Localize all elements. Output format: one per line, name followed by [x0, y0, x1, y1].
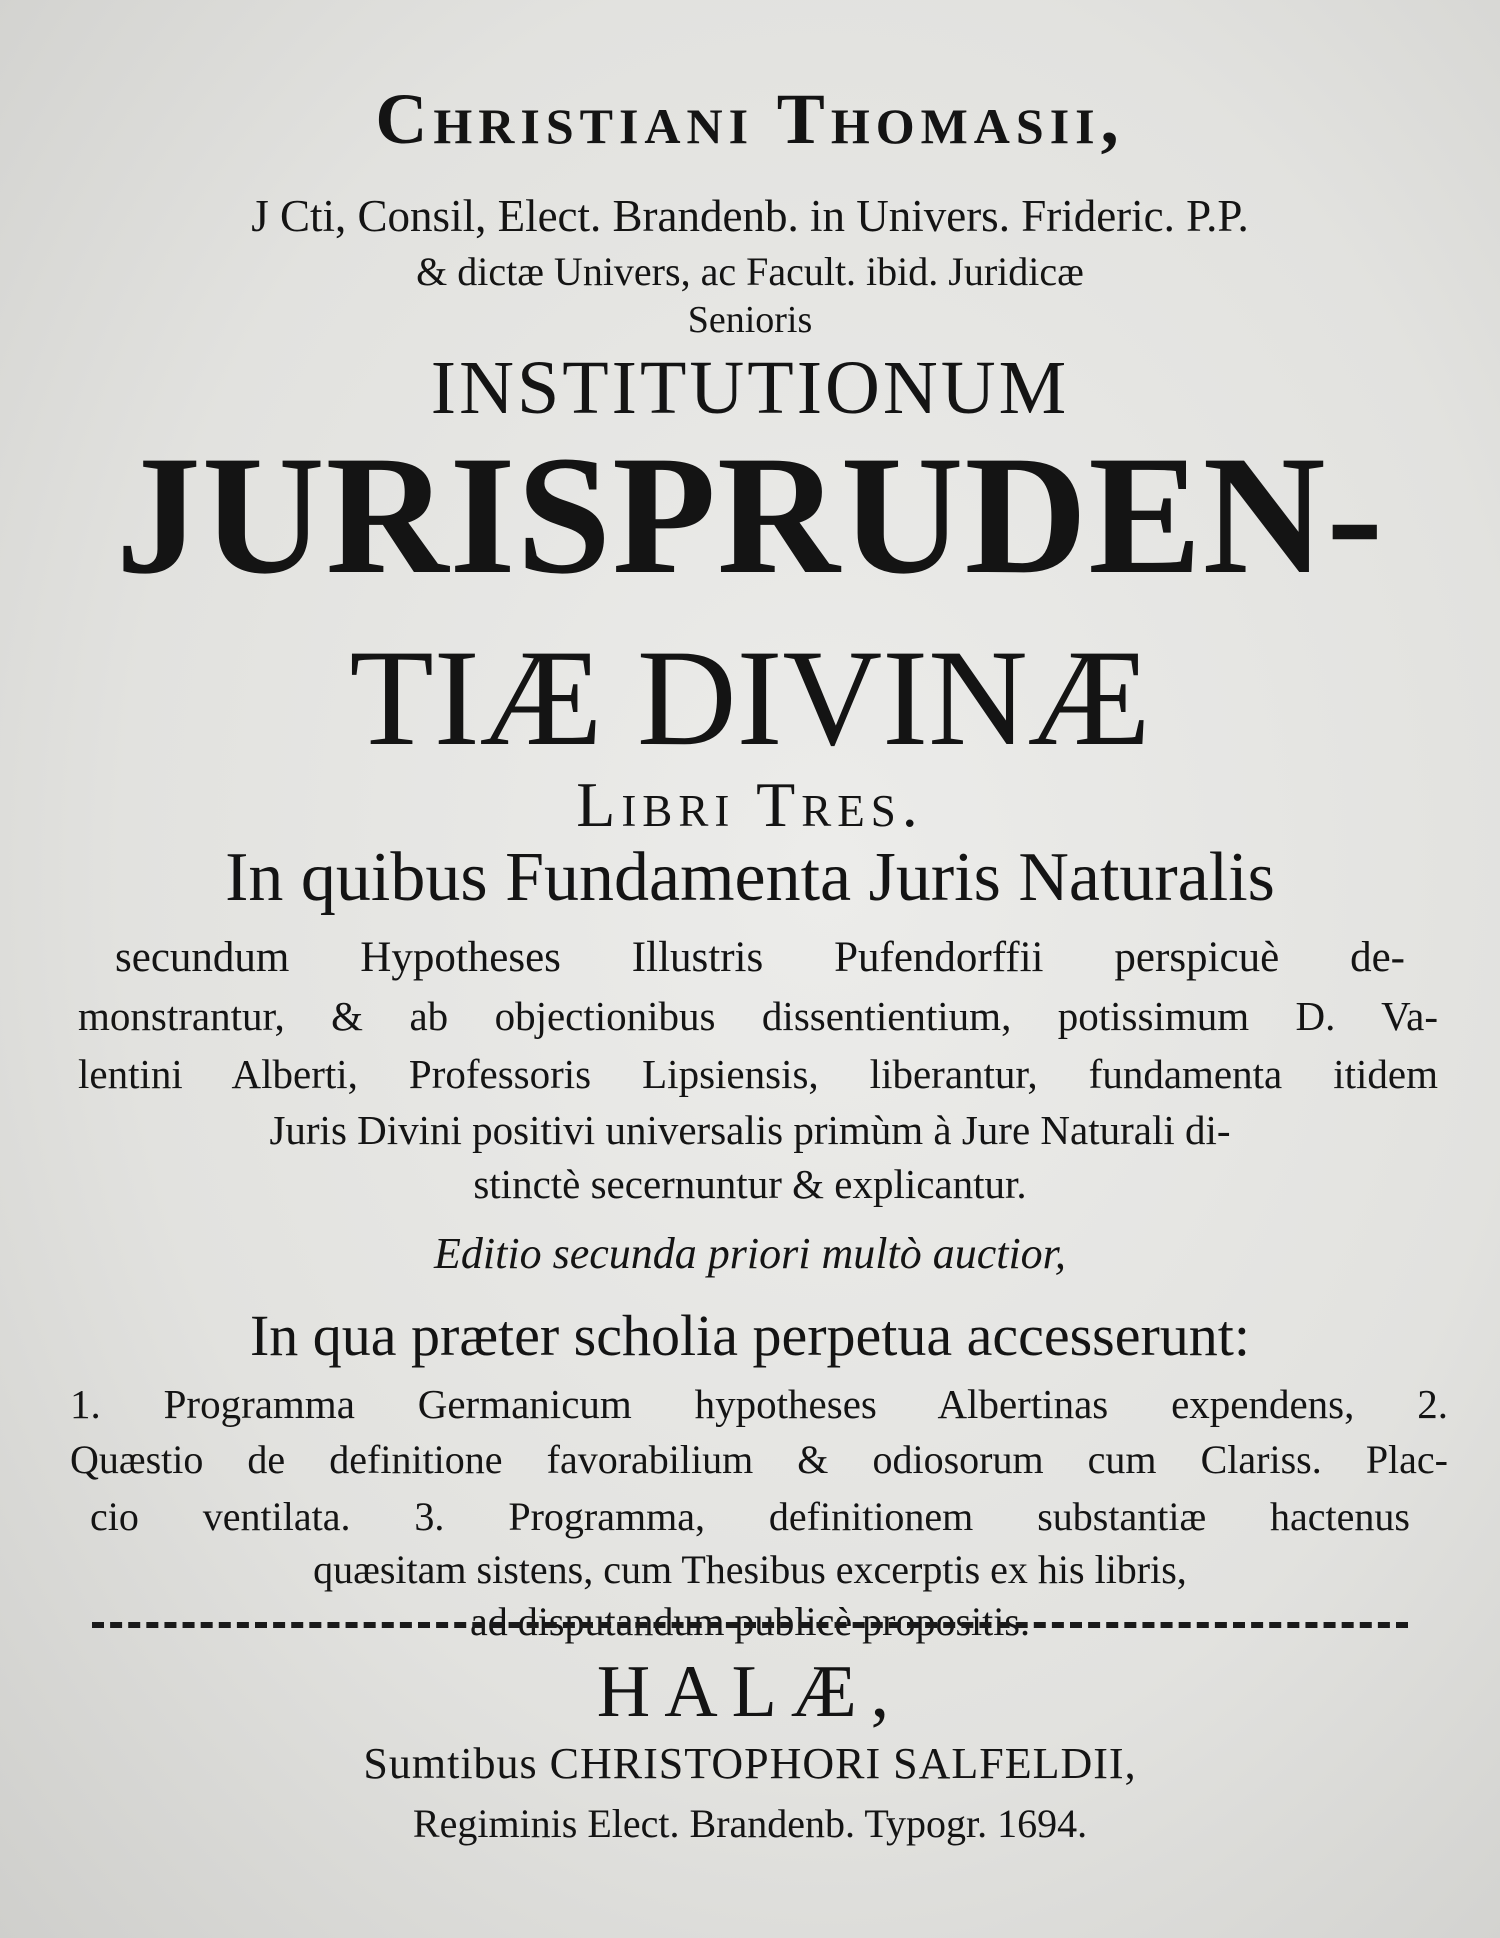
- edition-statement: Editio secunda priori multò auctior,: [434, 1229, 1066, 1278]
- title-tiae-divinae: TIÆ DIVINÆ: [349, 621, 1151, 774]
- imprint-place: HALÆ,: [596, 1651, 904, 1733]
- credentials-line-1: J Cti, Consil, Elect. Brandenb. in Univers. Frideric. P.P.: [251, 191, 1249, 241]
- subtitle-line-4: Juris Divini positivi universalis primùm à Jure Naturali di-: [269, 1107, 1231, 1153]
- title-libri-tres: Libri Tres.: [576, 769, 924, 840]
- additions-line-2: Quæstio de definitione favorabilium & odiosorum cum Clariss. Plac-: [70, 1437, 1448, 1482]
- additions-line-4: quæsitam sistens, cum Thesibus excerptis ex his libris,: [313, 1547, 1187, 1592]
- title-institutionum: INSTITUTIONUM: [430, 346, 1070, 430]
- additions-line-3: cio ventilata. 3. Programma, definitionem substantiæ hactenus: [90, 1494, 1410, 1539]
- additions-heading: In qua præter scholia perpetua accesserunt:: [249, 1303, 1251, 1368]
- credentials-line-2: & dictæ Univers, ac Facult. ibid. Juridicæ: [416, 249, 1084, 294]
- subtitle-heading: In quibus Fundamenta Juris Naturalis: [225, 839, 1275, 916]
- imprint-publisher: Sumtibus CHRISTOPHORI SALFELDII,: [363, 1739, 1137, 1788]
- divider-rule: [92, 1622, 1408, 1628]
- subtitle-line-3: lentini Alberti, Professoris Lipsiensis, liberantur, fundamenta itidem: [78, 1051, 1438, 1097]
- author-name: Christiani Thomasii,: [375, 79, 1125, 159]
- credentials-line-3: Senioris: [687, 299, 813, 341]
- additions-line-1: 1. Programma Germanicum hypotheses Albertinas expendens, 2.: [70, 1381, 1448, 1427]
- subtitle-line-5: stinctè secernuntur & explicantur.: [473, 1161, 1027, 1207]
- imprint-printer: Regiminis Elect. Brandenb. Typogr. 1694.: [412, 1801, 1088, 1846]
- subtitle-line-1: secundum Hypotheses Illustris Pufendorffii perspicuè de-: [115, 934, 1405, 981]
- subtitle-line-2: monstrantur, & ab objectionibus dissentientium, potissimum D. Va-: [78, 993, 1438, 1039]
- additions-line-5: ad disputandum publicè propositis.: [470, 1599, 1030, 1644]
- title-jurispruden: JURISPRUDEN-: [115, 421, 1385, 609]
